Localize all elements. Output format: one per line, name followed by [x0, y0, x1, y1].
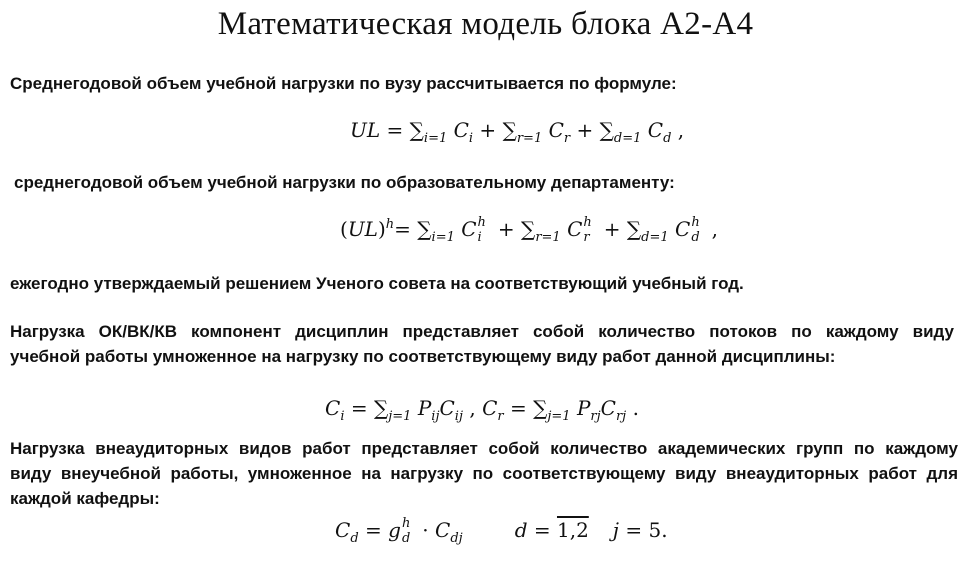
formula-ul: UL = $\sum_{i=1}$ $C_i + \sum_{r=1}$ $C_r + \sum_{d=1}$ $C_d$ , — [350, 118, 685, 146]
page-title: Математическая модель блока А2-А4 — [217, 6, 754, 42]
formula-cd: $C_d = g$ h d · $C_{dj}$ d = 1,2 j = 5. — [335, 515, 668, 546]
formula-ul-h: $(UL)^h= \sum_{i=1}$ C h i + $\sum_{r=1}$ C h r + $\sum_{d=1}$ C h d , — [340, 214, 719, 245]
paragraph-annual-approval: ежегодно утверждаемый решением Ученого совета на соответствующий учебный год. — [10, 274, 744, 293]
paragraph-extracurricular-line1: Нагрузка внеаудиторных видов работ представляет собой количество академических групп по каждому — [10, 439, 958, 458]
paragraph-university-load: Среднегодовой объем учебной нагрузки по вузу рассчитывается по формуле: — [10, 74, 677, 93]
paragraph-extracurricular-line3: каждой кафедры: — [10, 489, 160, 508]
paragraph-components-line2: учебной работы умноженное на нагрузку по соответствующему виду работ данной дисциплины: — [10, 347, 836, 366]
paragraph-extracurricular-line2: виду внеучебной работы, умноженное на нагрузку по соответствующему виду внеаудиторных работ для — [10, 464, 958, 483]
paragraph-department-load: среднегодовой объем учебной нагрузки по образовательному департаменту: — [14, 173, 675, 192]
paragraph-components-line1: Нагрузка ОК/ВК/КВ компонент дисциплин представляет собой количество потоков по каждому виду — [10, 322, 954, 341]
formula-ci-cr: $C_i = \sum_{j=1}$ $P_{ij}C_{ij}$ , $C_r = \sum_{j=1}$ $P_{rj}C_{rj}$ . — [325, 396, 639, 424]
